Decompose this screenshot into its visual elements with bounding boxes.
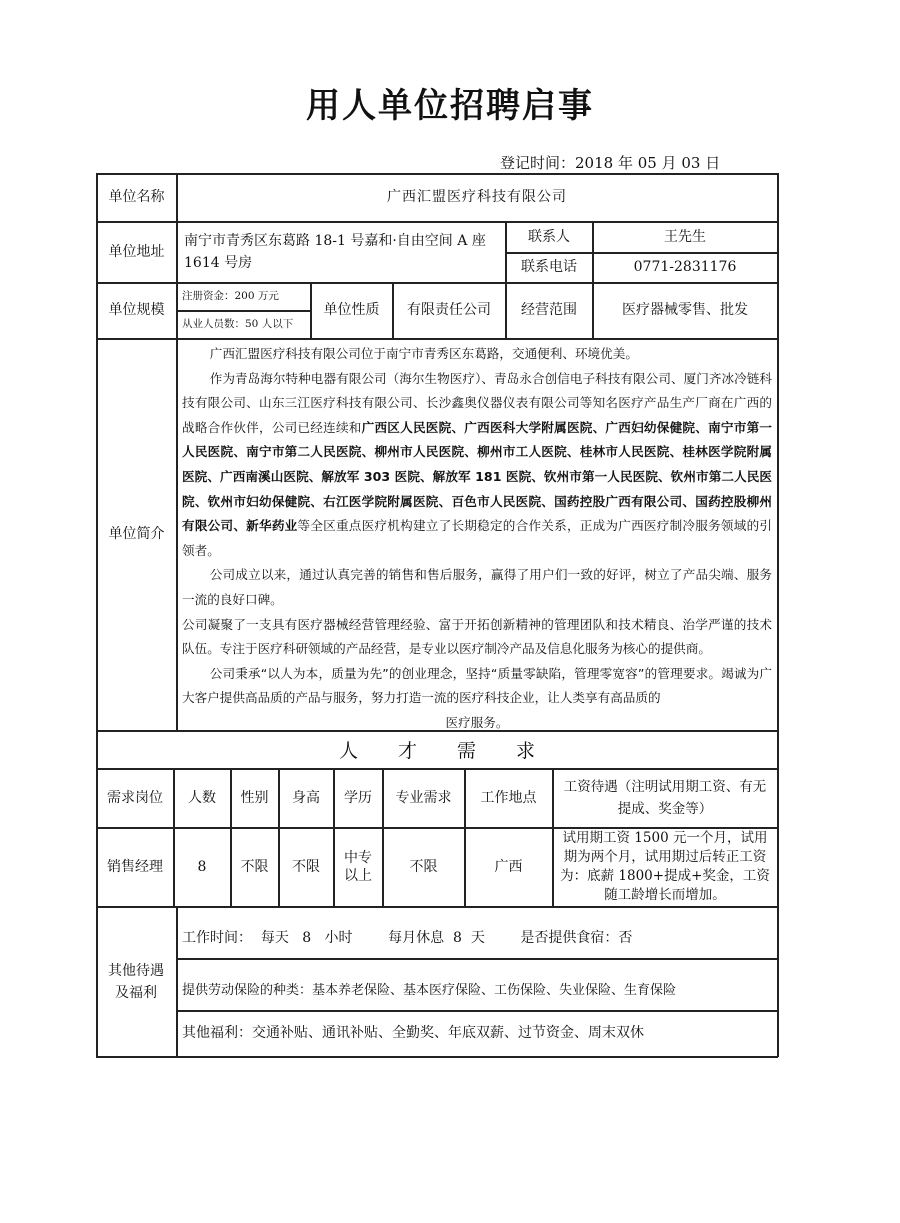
col-header-count: 人数 [188,789,216,806]
col-header-height: 身高 [292,789,320,806]
contact-person: 王先生 [664,228,706,245]
registered-capital: 注册资金：200 万元 [182,289,279,302]
intro-paragraph: 公司秉承“以人为本，质量为先”的创业理念，坚持“质量零缺陷，管理零宽容”的管理要求。竭诚为广大客户提供高品质的产品与服务，努力打造一流的医疗科技企业，让人类享有高品质的 [182,665,772,706]
phone-label: 联系电话 [521,259,577,276]
cell-location: 广西 [494,858,523,875]
unit-name: 广西汇盟医疗科技有限公司 [387,189,567,206]
scope-label: 经营范围 [521,302,577,319]
contact-label: 联系人 [528,228,570,245]
other-benefits: 其他福利：交通补贴、通讯补贴、全勤奖、年底双薪、过节资金、周末双休 [182,1025,644,1042]
intro-paragraph: 公司成立以来，通过认真完善的销售和售后服务，赢得了用户们一致的好评，树立了产品尖端、服务一流的良好口碑。 [182,567,772,607]
insurance-types: 提供劳动保险的种类：基本养老保险、基本医疗保险、工伤保险、失业保险、生育保险 [182,982,677,998]
address: 南宁市青秀区东葛路 18-1 号嘉和·自由空间 A 座 1614 号房 [184,233,486,271]
business-scope: 医疗器械零售、批发 [622,302,748,319]
intro-paragraph: 公司凝聚了一支具有医疗器械经营管理经验、富于开拓创新精神的管理团队和技术精良、治学严谨的技术队伍。专注于医疗科研领域的产品经营，是专业以医疗制冷产品及信息化服务为核心的提供商。 [182,616,772,657]
cell-count: 8 [197,858,207,875]
cell-education: 中专以上 [344,849,372,884]
col-header-location: 工作地点 [480,789,537,806]
cell-gender: 不限 [240,858,269,875]
cell-height: 不限 [292,858,320,875]
col-header-education: 学历 [344,789,372,806]
cell-position: 销售经理 [107,858,163,875]
cell-pay: 试用期工资 1500 元一个月，试用期为两个月，试用期过后转正工资为：底薪 1800+提成+奖金，工资随工龄增长而增加。 [560,830,770,903]
talent-demand-heading: 人 才 需 求 [338,739,536,762]
work-hours: 工作时间： 每天 8 小时 每月休息 8 天 是否提供食宿：否 [182,929,633,946]
intro-paragraph: 广西汇盟医疗科技有限公司位于南宁市青秀区东葛路，交通便利、环境优美。 [209,346,638,361]
phone-number: 0771-2831176 [633,259,737,276]
col-header-major: 专业需求 [395,789,452,806]
unit-nature: 有限责任公司 [407,302,491,319]
address-label: 单位地址 [108,243,165,260]
benefits-label: 其他待遇及福利 [108,962,164,1001]
cell-major: 不限 [409,858,438,875]
intro-label: 单位简介 [108,526,165,543]
intro-paragraph: 医疗服务。 [445,714,509,730]
staff-count: 从业人员数：50 人以下 [182,317,294,330]
scale-label: 单位规模 [108,302,165,319]
col-header-pay: 工资待遇（注明试用期工资、有无提成、奖金等） [563,779,767,817]
registration-date: 登记时间：2018 年 05 月 03 日 [500,154,721,172]
company-intro [182,342,772,736]
unit-name-label: 单位名称 [108,189,165,206]
col-header-gender: 性别 [240,789,269,806]
nature-label: 单位性质 [323,302,380,319]
col-header-position: 需求岗位 [107,789,163,806]
page-title: 用人单位招聘启事 [306,86,594,126]
intro-paragraph: 作为青岛海尔特种电器有限公司（海尔生物医疗）、青岛永合创信电子科技有限公司、厦门齐冰冷链科技有限公司、山东三江医疗科技有限公司、长沙鑫奥仪器仪表有限公司等知名医疗产品生产厂商在广西的战略合作伙伴，公司已经连续和广西区人民医院、广西医科大学附属医院、广西妇幼保健院、南宁市第一人民医院、南宁市第二人民医院、柳州市人民医院、柳州市工人医院、桂林市人民医院、桂林医学院附属医院、广西南溪山医院、解放军 303 医院、解放军 181 医院、钦州市第一人民医院、钦州市第二人民医院、钦州市妇幼保健院、右江医学院附属医院、百色市人民医院、国药控股广西有限公司、国药控股柳州有限公司、新华药业等全区重点医疗机构建立了长期稳定的合作关系，正成为广西医疗制冷服务领域的引领者。 [182,370,773,558]
